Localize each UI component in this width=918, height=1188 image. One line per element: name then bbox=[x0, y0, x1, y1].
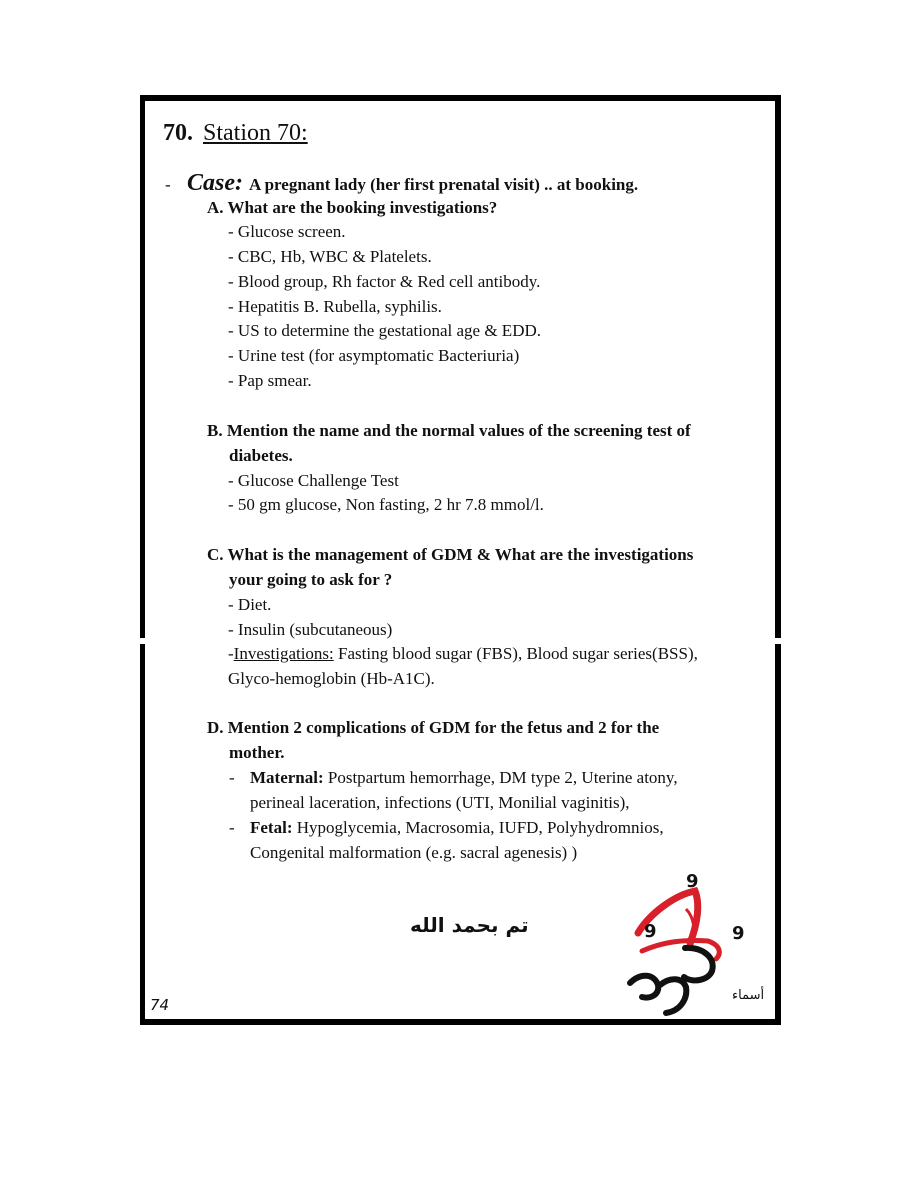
maternal-dash: - bbox=[229, 768, 235, 787]
answer-a-6: - Urine test (for asymptomatic Bacteriuria) bbox=[228, 346, 520, 365]
answer-c-2: - Insulin (subcutaneous) bbox=[228, 620, 393, 639]
station-title bbox=[163, 120, 308, 147]
answer-a-4: - Hepatitis B. Rubella, syphilis. bbox=[228, 297, 442, 316]
logo-signature-text: أسماء bbox=[732, 988, 765, 1003]
question-b-line2: diabetes. bbox=[229, 446, 293, 465]
signature-logo-icon bbox=[620, 873, 770, 1021]
investigations-text: Fasting blood sugar (FBS), Blood sugar series(BSS), bbox=[333, 644, 698, 663]
logo-mark-left: 9 bbox=[644, 921, 657, 942]
fetal-dash: - bbox=[229, 818, 235, 837]
logo-black-stroke-2 bbox=[630, 976, 658, 998]
logo-mark-top: 9 bbox=[686, 873, 699, 892]
question-a: A. What are the booking investigations? bbox=[207, 198, 498, 217]
logo-black-stroke-3 bbox=[660, 979, 686, 1013]
question-c-line1: C. What is the management of GDM & What are the investigations bbox=[207, 545, 694, 564]
investigations-line-2: Glyco-hemoglobin (Hb-A1C). bbox=[228, 669, 435, 688]
page-number: 74 bbox=[150, 996, 170, 1014]
border-gap-left bbox=[140, 638, 145, 644]
fetal-line2: Congenital malformation (e.g. sacral agenesis) ) bbox=[250, 843, 578, 862]
answer-a-7: - Pap smear. bbox=[228, 371, 312, 390]
question-b-line1: B. Mention the name and the normal values of the screening test of bbox=[207, 421, 691, 440]
question-d-line1: D. Mention 2 complications of GDM for the fetus and 2 for the bbox=[207, 718, 660, 737]
question-c bbox=[207, 542, 762, 592]
station-number: 70. bbox=[163, 120, 193, 146]
case-dash: - bbox=[165, 175, 171, 194]
answer-a-5: - US to determine the gestational age & EDD. bbox=[228, 321, 541, 340]
maternal-complications bbox=[229, 765, 678, 815]
logo-black-stroke-1 bbox=[684, 948, 713, 980]
answer-a-3: - Blood group, Rh factor & Red cell antibody. bbox=[228, 272, 541, 291]
answer-a-2: - CBC, Hb, WBC & Platelets. bbox=[228, 247, 432, 266]
answer-c-1: - Diet. bbox=[228, 595, 272, 614]
answer-b-2: - 50 gm glucose, Non fasting, 2 hr 7.8 mmol/l. bbox=[228, 495, 544, 514]
investigations-prefix: - bbox=[228, 644, 234, 663]
logo-mark-right: 9 bbox=[732, 923, 745, 944]
answer-b-1: - Glucose Challenge Test bbox=[228, 471, 399, 490]
fetal-complications bbox=[229, 815, 664, 865]
question-c-line2: your going to ask for ? bbox=[229, 570, 393, 589]
fetal-line1: Hypoglycemia, Macrosomia, IUFD, Polyhydromnios, bbox=[292, 818, 664, 837]
maternal-line2: perineal laceration, infections (UTI, Monilial vaginitis), bbox=[250, 793, 630, 812]
investigations-line bbox=[228, 641, 698, 666]
question-b bbox=[207, 418, 762, 468]
question-d bbox=[207, 715, 762, 765]
investigations-label: Investigations: bbox=[233, 644, 334, 663]
answer-a-1: - Glucose screen. bbox=[228, 222, 346, 241]
border-gap-right bbox=[775, 638, 781, 644]
maternal-line1: Postpartum hemorrhage, DM type 2, Uterine atony, bbox=[323, 768, 678, 787]
case-label: Case: bbox=[187, 170, 243, 196]
closing-text: تم بحمد الله bbox=[410, 913, 529, 937]
case-text: A pregnant lady (her first prenatal visit) .. at booking. bbox=[249, 175, 639, 194]
question-d-line2: mother. bbox=[229, 743, 285, 762]
fetal-label: Fetal: bbox=[250, 818, 293, 837]
case-line bbox=[165, 170, 638, 197]
maternal-label: Maternal: bbox=[250, 768, 324, 787]
station-title-text: Station 70: bbox=[203, 120, 308, 146]
